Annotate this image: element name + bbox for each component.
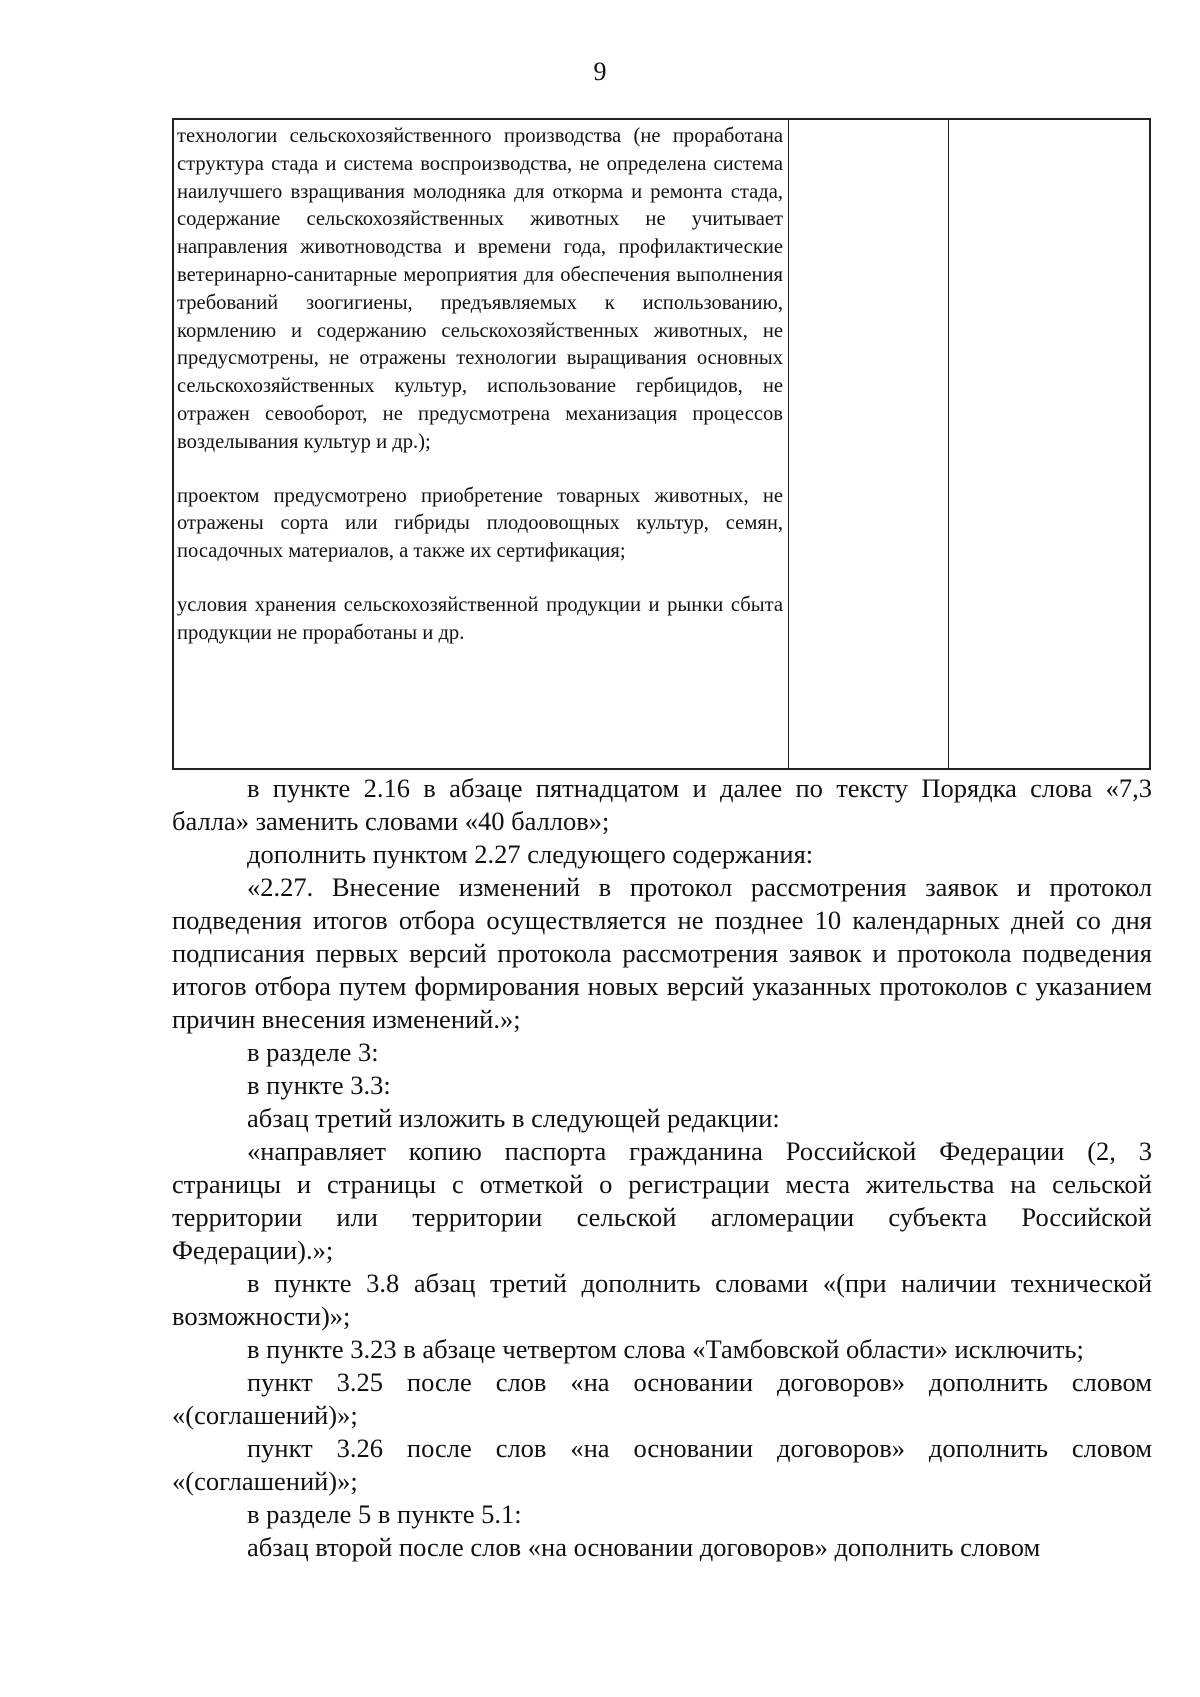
body-paragraph: в пункте 3.3: [247,1070,391,1100]
body-paragraph: пункт 3.26 после слов «на основании договоров» дополнить словом «(соглашений)»; [172,1433,1152,1496]
table-column-divider [948,120,949,768]
body-paragraph: в разделе 3: [247,1037,379,1067]
body-paragraph: «2.27. Внесение изменений в протокол рассмотрения заявок и протокол подведения итогов отбора осуществляется не позднее 10 календарных дней со дня подписания первых версий протокола рассмотрения заявок и протокола подведения итогов отбора путем формирования новых версий указанных протоколов с указанием причин внесения изменений.»; [172,872,1152,1034]
table-column-divider [788,120,789,768]
table-paragraph: проектом предусмотрено приобретение товарных животных, не отражены сорта или гибриды плодоовощных культур, семян, посадочных материалов, а также их сертификация; [177,484,783,563]
body-paragraph: пункт 3.25 после слов «на основании договоров» дополнить словом «(соглашений)»; [172,1367,1152,1430]
table-paragraph: технологии сельскохозяйственного производства (не проработана структура стада и система воспроизводства, не определена система наилучшего взращивания молодняка для откорма и ремонта стада, содержание сельскохозяйственных животных не учитывает направления животноводства и времени года, профилактические ветеринарно-санитарные мероприятия для обеспечения выполнения требований зоогигиены, предъявляемых к использованию, кормлению и содержанию сельскохозяйственных животных, не предусмотрены, не отражены технологии выращивания основных сельскохозяйственных культур, использование гербицидов, не отражен севооборот, не предусмотрена механизация процессов возделывания культур и др.); [177,125,783,453]
body-paragraph: дополнить пунктом 2.27 следующего содержания: [247,839,814,869]
document-body [172,772,1152,1564]
table-cell-criteria [177,123,783,648]
body-paragraph: «направляет копию паспорта гражданина Российской Федерации (2, 3 страницы и страницы с отметкой о регистрации места жительства на сельской территории или территории сельской агломерации субъекта Российской Федерации).»; [172,1136,1152,1265]
page-number: 9 [593,57,607,86]
body-paragraph: абзац третий изложить в следующей редакции: [247,1103,780,1133]
table-paragraph: условия хранения сельскохозяйственной продукции и рынки сбыта продукции не проработаны и др. [177,593,783,644]
body-paragraph: в разделе 5 в пункте 5.1: [247,1499,522,1529]
criteria-table [172,118,1151,770]
body-paragraph: в пункте 2.16 в абзаце пятнадцатом и далее по тексту Порядка слова «7,3 балла» заменить словами «40 баллов»; [172,773,1152,836]
body-paragraph: абзац второй после слов «на основании договоров» дополнить словом [247,1532,1041,1562]
body-paragraph: в пункте 3.8 абзац третий дополнить словами «(при наличии технической возможности)»; [172,1268,1152,1331]
body-paragraph: в пункте 3.23 в абзаце четвертом слова «Тамбовской области» исключить; [247,1334,1084,1364]
